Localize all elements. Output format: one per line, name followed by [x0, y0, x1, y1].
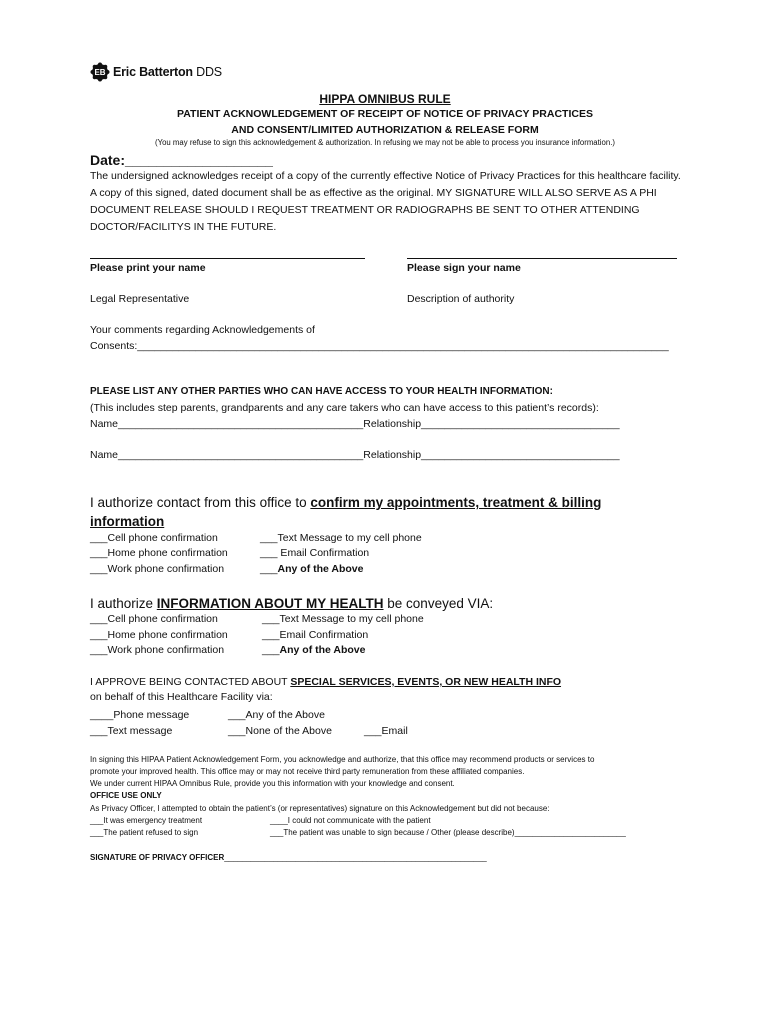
disclosure-line-1: In signing this HIPAA Patient Acknowledgement Form, you acknowledge and authorize, that this office may recommend products or services to: [90, 755, 595, 764]
sign-name-label: Please sign your name: [407, 262, 521, 274]
disclosure-line-3: We under current HIPAA Omnibus Rule, provide you this information with your knowledge and consent.: [90, 779, 455, 788]
comments-field[interactable]: Consents:___________________________________________________________________________________________: [90, 340, 669, 352]
special-phone-option[interactable]: ____Phone message: [90, 709, 190, 721]
disclosure-line-2: promote your improved health. This office may or may not receive third party remuneration from these affiliated companies.: [90, 767, 525, 776]
contact-text-option[interactable]: ___Text Message to my cell phone: [260, 532, 422, 544]
refusal-note: (You may refuse to sign this acknowledgement & authorization. In refusing we may not be able to process you insurance information.): [155, 138, 615, 147]
print-name-label: Please print your name: [90, 262, 206, 274]
reason-no-communication[interactable]: ____I could not communicate with the patient: [270, 816, 431, 825]
office-use-heading: OFFICE USE ONLY: [90, 791, 162, 800]
practice-name: Eric Batterton DDS: [113, 65, 222, 79]
reason-unable-other[interactable]: ___The patient was unable to sign because / Other (please describe)_________________________: [270, 828, 626, 837]
special-services-heading: I APPROVE BEING CONTACTED ABOUT SPECIAL SERVICES, EVENTS, OR NEW HEALTH INFO: [90, 676, 562, 688]
contact-any-option[interactable]: ___Any of the Above: [260, 563, 364, 575]
health-text-option[interactable]: ___Text Message to my cell phone: [262, 613, 424, 625]
special-text-option[interactable]: ___Text message: [90, 725, 173, 737]
privacy-officer-note: As Privacy Officer, I attempted to obtain the patient’s (or representatives) signature on this Acknowledgement but did not because:: [90, 804, 550, 813]
special-none-option[interactable]: ___None of the Above: [228, 725, 332, 737]
privacy-officer-signature[interactable]: SIGNATURE OF PRIVACY OFFICER___________________________________________________________: [90, 853, 487, 862]
contact-email-option[interactable]: ___ Email Confirmation: [260, 547, 370, 559]
comments-label: Your comments regarding Acknowledgements of: [90, 324, 315, 336]
form-title: HIPPA OMNIBUS RULE: [319, 92, 451, 106]
print-name-line[interactable]: [90, 258, 365, 259]
sign-name-line[interactable]: [407, 258, 677, 259]
parties-description: (This includes step parents, grandparents and any care takers who can have access to this patient’s records):: [90, 402, 599, 414]
special-services-subtitle: on behalf of this Healthcare Facility via:: [90, 691, 273, 703]
health-work-option[interactable]: ___Work phone confirmation: [90, 644, 225, 656]
date-field[interactable]: Date:___________________: [90, 152, 273, 168]
party-row-2[interactable]: Name__________________________________________Relationship__________________________________: [90, 449, 620, 461]
party-row-1[interactable]: Name__________________________________________Relationship__________________________________: [90, 418, 620, 430]
health-home-option[interactable]: ___Home phone confirmation: [90, 629, 228, 641]
practice-logo: [90, 62, 222, 82]
contact-work-option[interactable]: ___Work phone confirmation: [90, 563, 225, 575]
contact-authorization-heading: I authorize contact from this office to confirm my appointments, treatment & billing: [90, 495, 602, 510]
form-subtitle-1: PATIENT ACKNOWLEDGEMENT OF RECEIPT OF NOTICE OF PRIVACY PRACTICES: [177, 108, 593, 120]
health-cell-option[interactable]: ___Cell phone confirmation: [90, 613, 218, 625]
health-email-option[interactable]: ___Email Confirmation: [262, 629, 369, 641]
contact-home-option[interactable]: ___Home phone confirmation: [90, 547, 228, 559]
health-info-heading: I authorize INFORMATION ABOUT MY HEALTH be conveyed VIA:: [90, 596, 494, 611]
intro-paragraph: The undersigned acknowledges receipt of a copy of the currently effective Notice of Privacy Practices for this healthcare facility. A copy of this signed, dated document shall be as effective as the original. MY SIGNATURE WILL ALSO SERVE AS A PHI DOCUMENT RELEASE SHOULD I REQUEST TREATMENT OR RADIOGRAPHS BE SENT TO OTHER ATTENDING DOCTOR/FACILITYS IN THE FUTURE.: [90, 170, 681, 233]
special-email-option[interactable]: ___Email: [364, 725, 408, 737]
legal-rep-label: Legal Representative: [90, 293, 190, 305]
authority-label: Description of authority: [407, 293, 515, 305]
svg-text:EB: EB: [94, 68, 106, 77]
parties-heading: PLEASE LIST ANY OTHER PARTIES WHO CAN HAVE ACCESS TO YOUR HEALTH INFORMATION:: [90, 386, 553, 397]
contact-authorization-heading-cont: information: [90, 514, 165, 529]
contact-cell-option[interactable]: ___Cell phone confirmation: [90, 532, 218, 544]
form-subtitle-2: AND CONSENT/LIMITED AUTHORIZATION & RELEASE FORM: [231, 124, 539, 136]
health-any-option[interactable]: ___Any of the Above: [262, 644, 366, 656]
special-any-option[interactable]: ___Any of the Above: [228, 709, 325, 721]
reason-refused[interactable]: ___The patient refused to sign: [90, 828, 199, 837]
reason-emergency[interactable]: ___It was emergency treatment: [90, 816, 203, 825]
dental-clinic-logo-mark-icon: [90, 62, 110, 82]
